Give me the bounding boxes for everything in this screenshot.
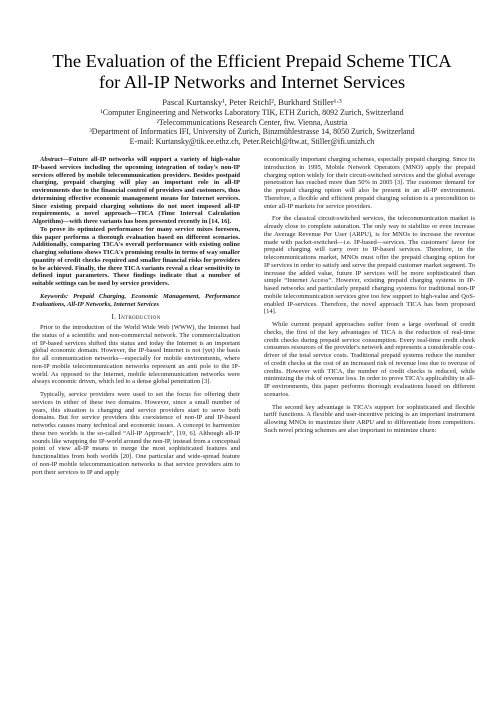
body-paragraph: For the classical circuit-switched services, the telecommunication market is already close to complete saturation. The only way to stabilize or even increase the Average Revenue Per User (ARPU), is for MNOs to increase the revenue made with packet-switched—i.e. IP-based—services. The customers' favor for prepaid charging will carry over to IP-based services. Therefore, in the telecommunications market, MNOs must offer the prepaid charging option for IP services in order to satisfy and serve the prepaid customer market segment. To increase the added value, future IP services will be more sophisticated than simple “Internet Access”. However, existing prepaid charging systems in IP-based networks and particularly prepaid charging systems for traditional non-IP mobile telecommunication services give too few support to high-value and QoS-enabled IP-services. Therefore, the novel approach TICA has been proposed [14]. xyxy=(264,215,475,316)
abstract-label: Abstract xyxy=(40,156,63,163)
keywords-label: Keywords: xyxy=(40,292,69,300)
affiliation-line: ²Telecommunications Research Center, ftw. Vienna, Austria xyxy=(156,117,348,127)
title-line: for All-IP Networks and Internet Services xyxy=(98,72,406,92)
abstract-text-continued: To prove its optimized performance for many service mixes foreseen, this paper performs a thorough evaluation based on different scenarios. Additionally, comparing TICA's overall performance with existing online charging solutions shows TICA's promising results in terms of way smaller quantity of credit checks required and smaller financial risks for providers to be achieved. Finally, the three TICA variants reveal a clear sensitivity to defined input parameters. These findings indicate that a number of suitable settings can be used by service providers. xyxy=(32,225,240,287)
right-column xyxy=(264,156,475,440)
affiliation-line: ¹Computer Engineering and Networks Laboratory TIK, ETH Zurich, 8092 Zurich, Switzerland xyxy=(100,108,404,118)
affiliation-line: ³Department of Informatics IFI, University of Zurich, Binzmühlestrasse 14, 8050 Zurich, Switzerland xyxy=(89,127,415,137)
body-paragraph: Typically, service providers were used to set the focus for offering their services in either of these two domains. However, since a small number of years, this situation is changing and service providers start to serve both domains. But for service providers this coexistence of non-IP and IP-based networks causes many technical and economic issues. A concept to harmonize these two worlds is the so-called “All-IP Approach”, [19, 6]. Although all-IP sounds like wrapping the IP-world around the non-IP, instead from a conceptual point of view all-IP means to merge the most sophisticated features and functionalities from both worlds [20]. One particular and wide-spread feature of non-IP mobile telecommunication networks is that service providers aim to port their services to IP and apply xyxy=(32,391,240,476)
keywords-text: Prepaid Charging, Economic Management, Performance Evaluations, All-IP Networks, Internet Services xyxy=(32,292,240,308)
body-paragraph: Prior to the introduction of the World Wide Web (WWW), the Internet had the status of a scientific and non-commercial network. The commercialization of IP-based services shifted this status and today the Internet is an important global economic domain. However, the IP-based Internet is not (yet) the basis for all communication networks—especially for mobile environments, where non-IP mobile telecommunication networks represent an anti pole to the IP-world. As opposed to the Internet, mobile telecommunication networks were always economic driven, which led to a dense global penetration [3]. xyxy=(32,324,240,386)
abstract-text: —Future all-IP networks will support a variety of high-value IP-based services including the upcoming integration of today's non-IP services offered by mobile telecommunication providers. Besides postpaid charging, prepaid charging will play an important role in all-IP environments due to the financial control of providers and customers, thus determining effective economic management means for Internet services. Since existing prepaid charging solutions do not meet imposed all-IP requirements, a novel approach—TICA (Time Interval Calculation Algorithm)—with three variants has been presented recently in [14, 16]. xyxy=(32,156,240,225)
body-paragraph: economically important charging schemes, especially prepaid charging. Since its introduction in 1995, Mobile Network Operators (MNO) apply the prepaid charging option widely for their circuit-switched services and the global average penetration has reached more than 50% in 2005 [3]. The customer demand for the prepaid charging option will also be present in an all-IP environment. Therefore, a flexible and efficient prepaid charging solution is a precondition to enter all-IP markets for service providers. xyxy=(264,156,475,210)
body-paragraph: The second key advantage is TICA's support for sophisticated and flexible tariff functions. A flexible and user-incentive pricing is an important instrument allowing MNOs to maximize their ARPU and to differentiate from competitors. Such novel pricing schemes are also important to minimize churn: xyxy=(264,403,475,434)
left-column xyxy=(32,156,240,481)
keywords xyxy=(32,293,240,309)
abstract xyxy=(32,156,240,288)
section-heading xyxy=(32,314,240,322)
body-paragraph: While current prepaid approaches suffer from a large overhead of credit checks, the first of the key advantages of TICA is the reduction of real-time credit checks during prepaid service consumption. Every real-time credit check consumes resources of the provider's network and represents a considerable cost-driver of the total service costs. Traditional prepaid systems reduce the number of credit checks at the cost of an increased risk of revenue loss due to overuse of credits. However with TICA, the number of credit checks is reduced, while minimizing the risk of revenue loss. In order to prove TICA's applicability in all-IP environments, this paper performs thorough evaluations based on different scenarios. xyxy=(264,321,475,398)
section-title: Introduction xyxy=(118,313,161,322)
author-block xyxy=(0,98,504,146)
title-line: The Evaluation of the Efficient Prepaid Scheme TICA xyxy=(52,51,452,71)
contact-emails: E-mail: Kurtansky@tik.ee.ethz.ch, Peter.Reichl@ftw.at, Stiller@ifi.unizh.ch xyxy=(129,136,375,146)
section-number: I. xyxy=(111,313,117,322)
author-names: Pascal Kurtansky¹, Peter Reichl², Burkhard Stiller¹·³ xyxy=(162,97,342,107)
paper-title xyxy=(0,51,504,93)
